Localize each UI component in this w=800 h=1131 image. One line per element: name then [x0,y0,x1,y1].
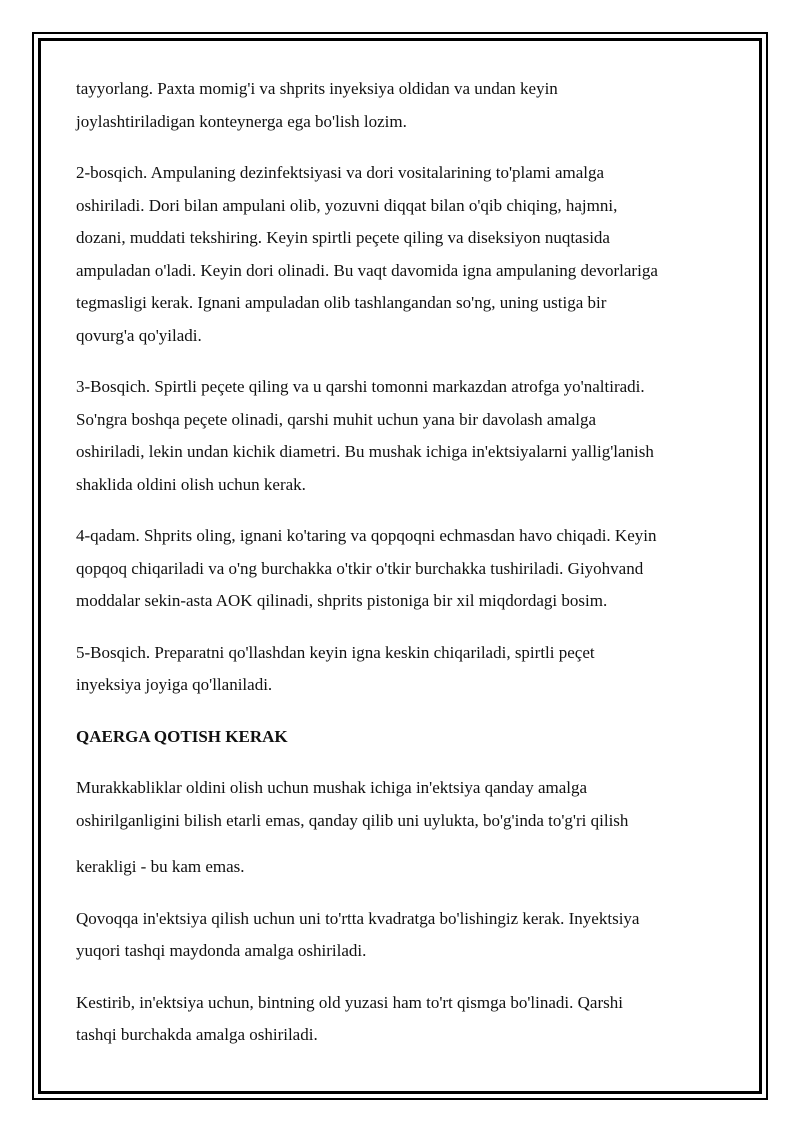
text-line: shaklida oldini olish uchun kerak. [76,474,306,494]
text-line: tayyorlang. Paxta momig'i va shprits inyeksiya oldidan va undan keyin [76,79,558,98]
text-line: oshirilganligini bilish etarli emas, qanday qilib uni uylukta, bo'g'inda to'g'ri qilish [76,810,629,830]
paragraph-step-2 [76,157,736,352]
text-line: oshiriladi, lekin undan kichik diametri. Bu mushak ichiga in'ektsiyalarni yallig'lanish [76,442,654,461]
text-line: Kestirib, in'ektsiya uchun, bintning old yuzasi ham to'rt qismga bo'linadi. Qarshi [76,992,623,1012]
document-body [76,73,736,1071]
text-line: qopqoq chiqariladi va o'ng burchakka o'tkir o'tkir burchakka tushiriladi. Giyohvand [76,558,644,578]
text-line: dozani, muddati tekshiring. Keyin spirtli peçete qiling va diseksiyon nuqtasida [76,228,610,247]
text-line: Qovoqqa in'ektsiya qilish uchun uni to'rtta kvadratga bo'lishingiz kerak. Inyektsiya [76,908,640,928]
paragraph-buttock-injection [76,903,736,968]
paragraph-thigh-injection [76,987,736,1052]
paragraph-step-4 [76,520,736,618]
text-line: ampuladan o'ladi. Keyin dori olinadi. Bu vaqt davomida igna ampulaning devorlariga [76,260,658,280]
text-line: inyeksiya joyiga qo'llaniladi. [76,675,273,694]
section-heading: QAERGA QOTISH KERAK [76,726,288,746]
text-line: 2-bosqich. Ampulaning dezinfektsiyasi va dori vositalarining to'plami amalga [76,163,605,182]
text-line: So'ngra boshqa peçete olinadi, qarshi muhit uchun yana bir davolash amalga [76,409,597,429]
paragraph-step-5 [76,637,736,702]
text-line: 3-Bosqich. Spirtli peçete qiling va u qarshi tomonni markazdan atrofga yo'naltiradi. [76,377,645,396]
text-line: moddalar sekin-asta AOK qilinadi, shprits pistoniga bir xil miqdordagi bosim. [76,591,608,610]
paragraph-preparation-end [76,73,736,138]
text-line: tashqi burchakda amalga oshiriladi. [76,1025,318,1044]
paragraph-complications [76,772,736,884]
text-line: oshiriladi. Dori bilan ampulani olib, yozuvni diqqat bilan o'qib chiqing, hajmni, [76,195,618,215]
paragraph-step-3 [76,371,736,501]
text-line: Murakkabliklar oldini olish uchun mushak ichiga in'ektsiya qanday amalga [76,778,588,797]
text-line: qovurg'a qo'yiladi. [76,325,202,345]
text-line: 5-Bosqich. Preparatni qo'llashdan keyin igna keskin chiqariladi, spirtli peçet [76,642,595,662]
text-line: yuqori tashqi maydonda amalga oshiriladi. [76,941,367,960]
text-line: joylashtiriladigan konteynerga ega bo'lish lozim. [76,111,407,131]
text-line: kerakligi - bu kam emas. [76,857,245,876]
text-line: 4-qadam. Shprits oling, ignani ko'taring va qopqoqni echmasdan havo chiqadi. Keyin [76,526,657,545]
text-line: tegmasligi kerak. Ignani ampuladan olib tashlangandan so'ng, uning ustiga bir [76,293,607,312]
line-gap [76,837,736,851]
